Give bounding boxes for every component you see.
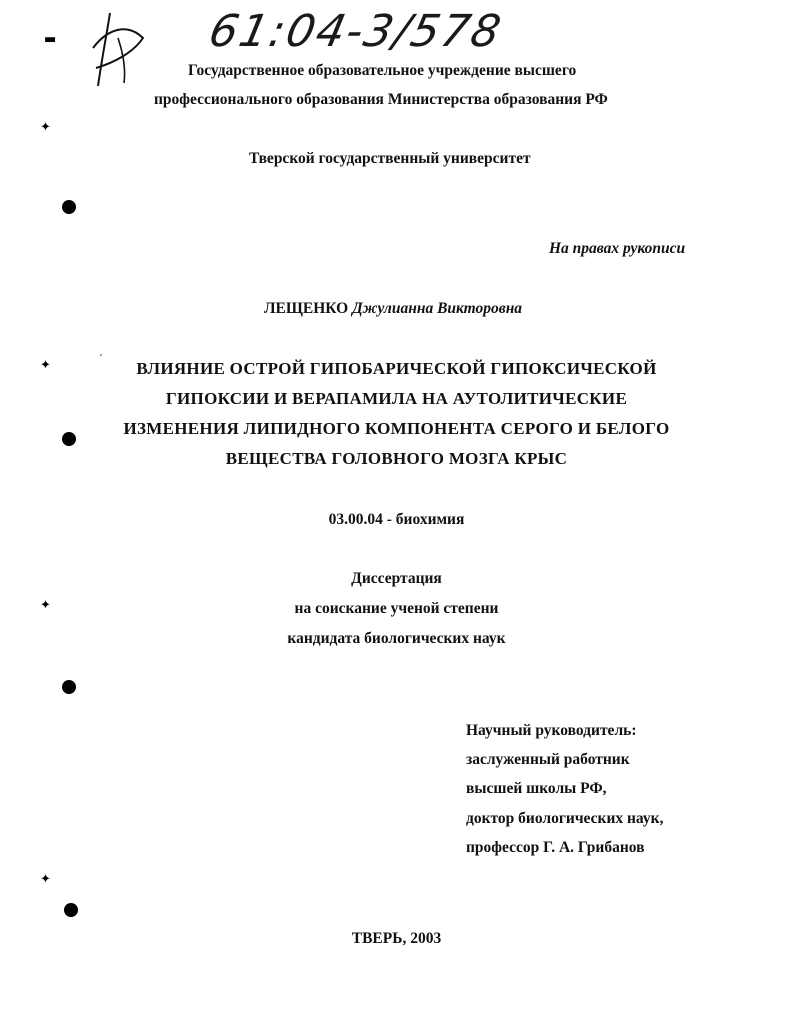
scan-mark-icon: ✦ — [40, 120, 51, 135]
scan-mark-icon: ✦ — [40, 358, 51, 373]
degree-line-3: кандидата биологических наук — [287, 630, 506, 647]
degree-line-2: на соискание ученой степени — [294, 600, 499, 617]
handwritten-archive-number: 61:04-3/578 — [204, 6, 507, 57]
scan-mark-icon: ▬ — [44, 32, 57, 47]
author-name — [264, 300, 522, 318]
scan-mark-icon: ✦ — [40, 872, 51, 887]
scan-mark-icon: ˊ — [98, 354, 103, 365]
title-line-1: ВЛИЯНИЕ ОСТРОЙ ГИПОБАРИЧЕСКОЙ ГИПОКСИЧЕСКОЙ — [136, 359, 657, 378]
institution-line-1: Государственное образовательное учреждение высшего — [188, 62, 577, 79]
title-line-2: ГИПОКСИИ И ВЕРАПАМИЛА НА АУТОЛИТИЧЕСКИЕ — [165, 389, 628, 408]
author-surname: ЛЕЩЕНКО — [264, 300, 349, 317]
author-given-names: Джулианна Викторовна — [352, 300, 523, 317]
scan-dot-icon — [62, 200, 76, 214]
university-name: Тверской государственный университет — [249, 150, 531, 167]
scan-dot-icon — [64, 903, 78, 917]
title-line-4: ВЕЩЕСТВА ГОЛОВНОГО МОЗГА КРЫС — [225, 449, 568, 468]
handwritten-signature-icon — [88, 8, 158, 93]
place-year: ТВЕРЬ, 2003 — [351, 930, 442, 947]
supervisor-line-4: профессор Г. А. Грибанов — [466, 839, 645, 856]
supervisor-line-1: заслуженный работник — [466, 751, 630, 768]
supervisor-heading: Научный руководитель: — [466, 722, 637, 739]
scan-dot-icon — [62, 680, 76, 694]
title-line-3: ИЗМЕНЕНИЯ ЛИПИДНОГО КОМПОНЕНТА СЕРОГО И БЕЛОГО — [123, 419, 670, 438]
degree-line-1: Диссертация — [351, 570, 442, 587]
scan-mark-icon: ✦ — [40, 598, 51, 613]
supervisor-line-3: доктор биологических наук, — [466, 810, 664, 827]
specialty-code: 03.00.04 - биохимия — [328, 511, 465, 528]
supervisor-line-2: высшей школы РФ, — [466, 780, 607, 797]
rights-note: На правах рукописи — [549, 240, 686, 257]
institution-line-2: профессионального образования Министерства образования РФ — [154, 91, 608, 108]
